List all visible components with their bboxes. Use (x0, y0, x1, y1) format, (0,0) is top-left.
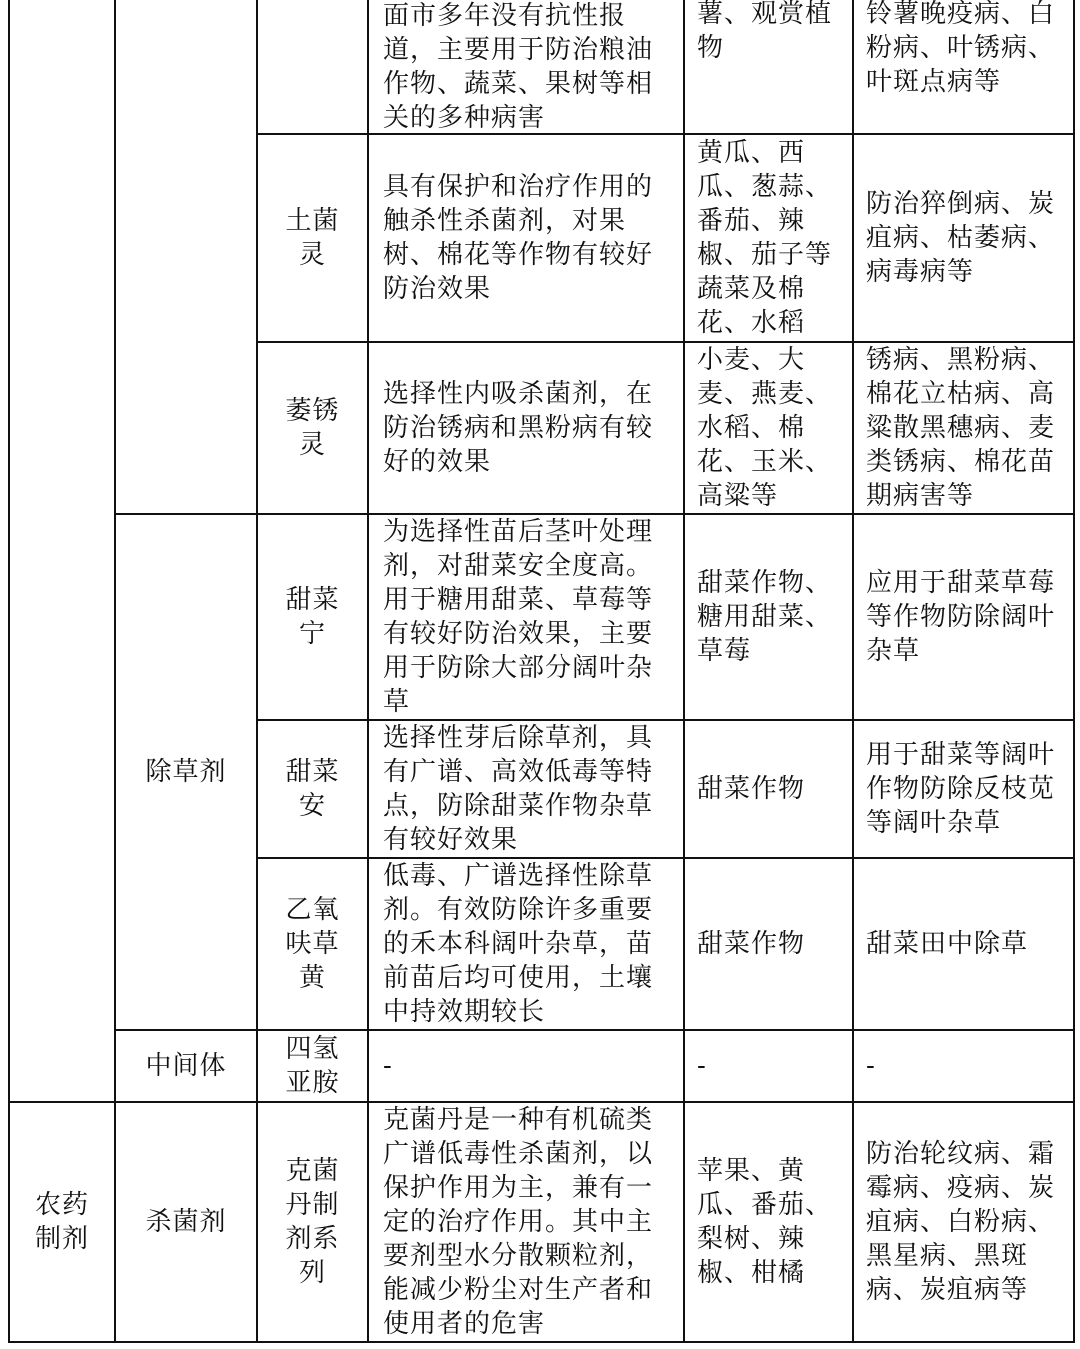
category-intermediate: 中间体 (145, 1051, 227, 1081)
table-border-bottom (8, 1341, 1075, 1343)
control-targets: 锈病、黑粉病、棉花立枯病、高粱散黑穗病、麦类锈病、棉花苗期病害等 (866, 345, 1056, 511)
applicable-crops: 薯、观赏植物 (697, 0, 833, 63)
product-description: 为选择性苗后茎叶处理剂，对甜菜安全度高。用于糖用甜菜、草莓等有较好防治效果，主要用于防除大部分阔叶杂草 (383, 517, 654, 717)
product-name: 甜菜安 (285, 757, 340, 821)
category-fungicide: 杀菌剂 (145, 1207, 227, 1237)
control-targets: 甜菜田中除草 (866, 929, 1029, 959)
applicable-crops: - (697, 1051, 707, 1081)
applicable-crops: 甜菜作物 (697, 774, 806, 804)
product-description: 克菌丹是一种有机硫类广谱低毒性杀菌剂，以保护作用为主，兼有一定的治疗作用。其中主要剂型水分散颗粒剂，能减少粉尘对生产者和使用者的危害 (383, 1105, 654, 1339)
product-description: 面市多年没有抗性报道，主要用于防治粮油作物、蔬菜、果树等相关的多种病害 (383, 0, 654, 133)
control-targets: 应用于甜菜草莓等作物防除阔叶杂草 (866, 568, 1056, 666)
product-name: 克菌丹制剂系列 (285, 1156, 340, 1288)
applicable-crops: 甜菜作物 (697, 929, 806, 959)
table-border-right (1073, 0, 1075, 1343)
section-pesticide-formulation: 农药制剂 (34, 1190, 89, 1254)
product-description: 选择性内吸杀菌剂，在防治锈病和黑粉病有较好的效果 (383, 379, 654, 477)
applicable-crops: 苹果、黄瓜、番茄、梨树、辣椒、柑橘 (697, 1156, 833, 1288)
product-name: 土菌灵 (285, 206, 340, 270)
applicable-crops: 黄瓜、西瓜、葱蒜、番茄、辣椒、茄子等蔬菜及棉花、水稻 (697, 138, 833, 338)
category-herbicide: 除草剂 (145, 757, 227, 787)
product-name: 萎锈灵 (285, 396, 340, 460)
applicable-crops: 甜菜作物、糖用甜菜、草莓 (697, 568, 833, 666)
product-description: 具有保护和治疗作用的触杀性杀菌剂，对果树、棉花等作物有较好防治效果 (383, 172, 654, 304)
product-name: 甜菜宁 (285, 585, 340, 649)
control-targets: 防治猝倒病、炭疽病、枯萎病、病毒病等 (866, 189, 1056, 287)
product-description: 选择性芽后除草剂，具有广谱、高效低毒等特点，防除甜菜作物杂草有较好效果 (383, 723, 654, 855)
product-description: - (383, 1051, 393, 1081)
control-targets: - (866, 1051, 876, 1081)
control-targets: 防治轮纹病、霜霉病、疫病、炭疽病、白粉病、黑星病、黑斑病、炭疽病等 (866, 1139, 1056, 1305)
product-name: 四氢亚胺 (285, 1034, 340, 1098)
product-name: 乙氧呋草黄 (285, 895, 340, 993)
control-targets: 用于甜菜等阔叶作物防除反枝苋等阔叶杂草 (866, 740, 1056, 838)
control-targets: 铃薯晚疫病、白粉病、叶锈病、叶斑点病等 (866, 0, 1056, 97)
applicable-crops: 小麦、大麦、燕麦、水稻、棉花、玉米、高粱等 (697, 345, 833, 511)
product-description: 低毒、广谱选择性除草剂。有效防除许多重要的禾本科阔叶杂草，苗前苗后均可使用，土壤中持效期较长 (383, 861, 654, 1027)
